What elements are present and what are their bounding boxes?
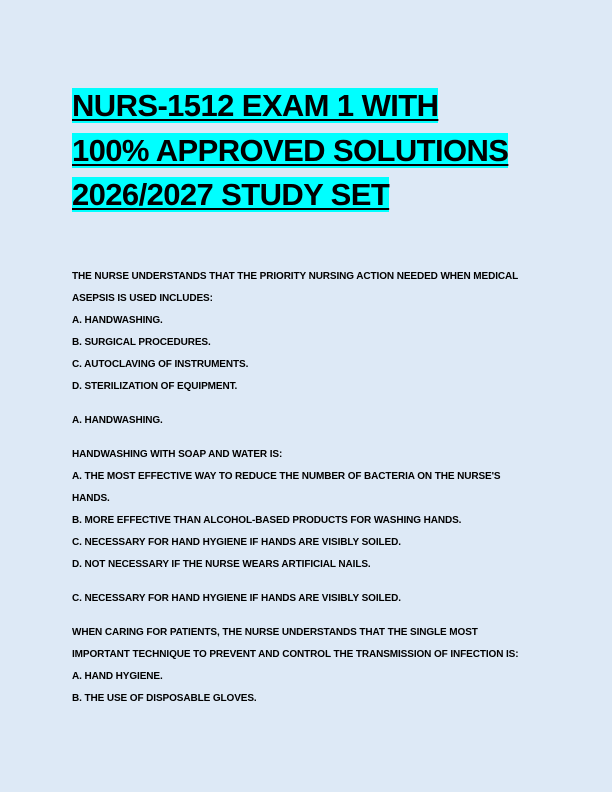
answer-option: B. SURGICAL PROCEDURES. [72,336,211,348]
question-stem-line: ASEPSIS IS USED INCLUDES: [72,292,213,304]
correct-answer: A. HANDWASHING. [72,414,163,426]
title-line: NURS-1512 EXAM 1 WITH [72,88,439,123]
answer-option: B. THE USE OF DISPOSABLE GLOVES. [72,692,257,704]
answer-option: A. HANDWASHING. [72,314,163,326]
question-stem-line: IMPORTANT TECHNIQUE TO PREVENT AND CONTROL THE TRANSMISSION OF INFECTION IS: [72,648,519,660]
question-list [72,266,542,710]
answer-option: B. MORE EFFECTIVE THAN ALCOHOL-BASED PRODUCTS FOR WASHING HANDS. [72,514,462,526]
document-title [72,84,542,218]
question-stem-line: THE NURSE UNDERSTANDS THAT THE PRIORITY NURSING ACTION NEEDED WHEN MEDICAL [72,270,519,282]
question-block [72,444,542,610]
question-block [72,266,542,432]
answer-option: D. STERILIZATION OF EQUIPMENT. [72,380,238,392]
question-stem-line: HANDWASHING WITH SOAP AND WATER IS: [72,448,283,460]
title-line: 2026/2027 STUDY SET [72,177,390,212]
answer-option: A. HAND HYGIENE. [72,670,163,682]
document-page [72,84,542,710]
correct-answer: C. NECESSARY FOR HAND HYGIENE IF HANDS ARE VISIBLY SOILED. [72,592,401,604]
title-line: 100% APPROVED SOLUTIONS [72,132,509,168]
answer-option: HANDS. [72,492,110,504]
answer-option: C. AUTOCLAVING OF INSTRUMENTS. [72,358,249,370]
question-block [72,622,542,710]
answer-option: D. NOT NECESSARY IF THE NURSE WEARS ARTIFICIAL NAILS. [72,558,371,570]
answer-option: A. THE MOST EFFECTIVE WAY TO REDUCE THE NUMBER OF BACTERIA ON THE NURSE'S [72,470,501,482]
answer-option: C. NECESSARY FOR HAND HYGIENE IF HANDS ARE VISIBLY SOILED. [72,536,401,548]
question-stem-line: WHEN CARING FOR PATIENTS, THE NURSE UNDERSTANDS THAT THE SINGLE MOST [72,626,478,638]
